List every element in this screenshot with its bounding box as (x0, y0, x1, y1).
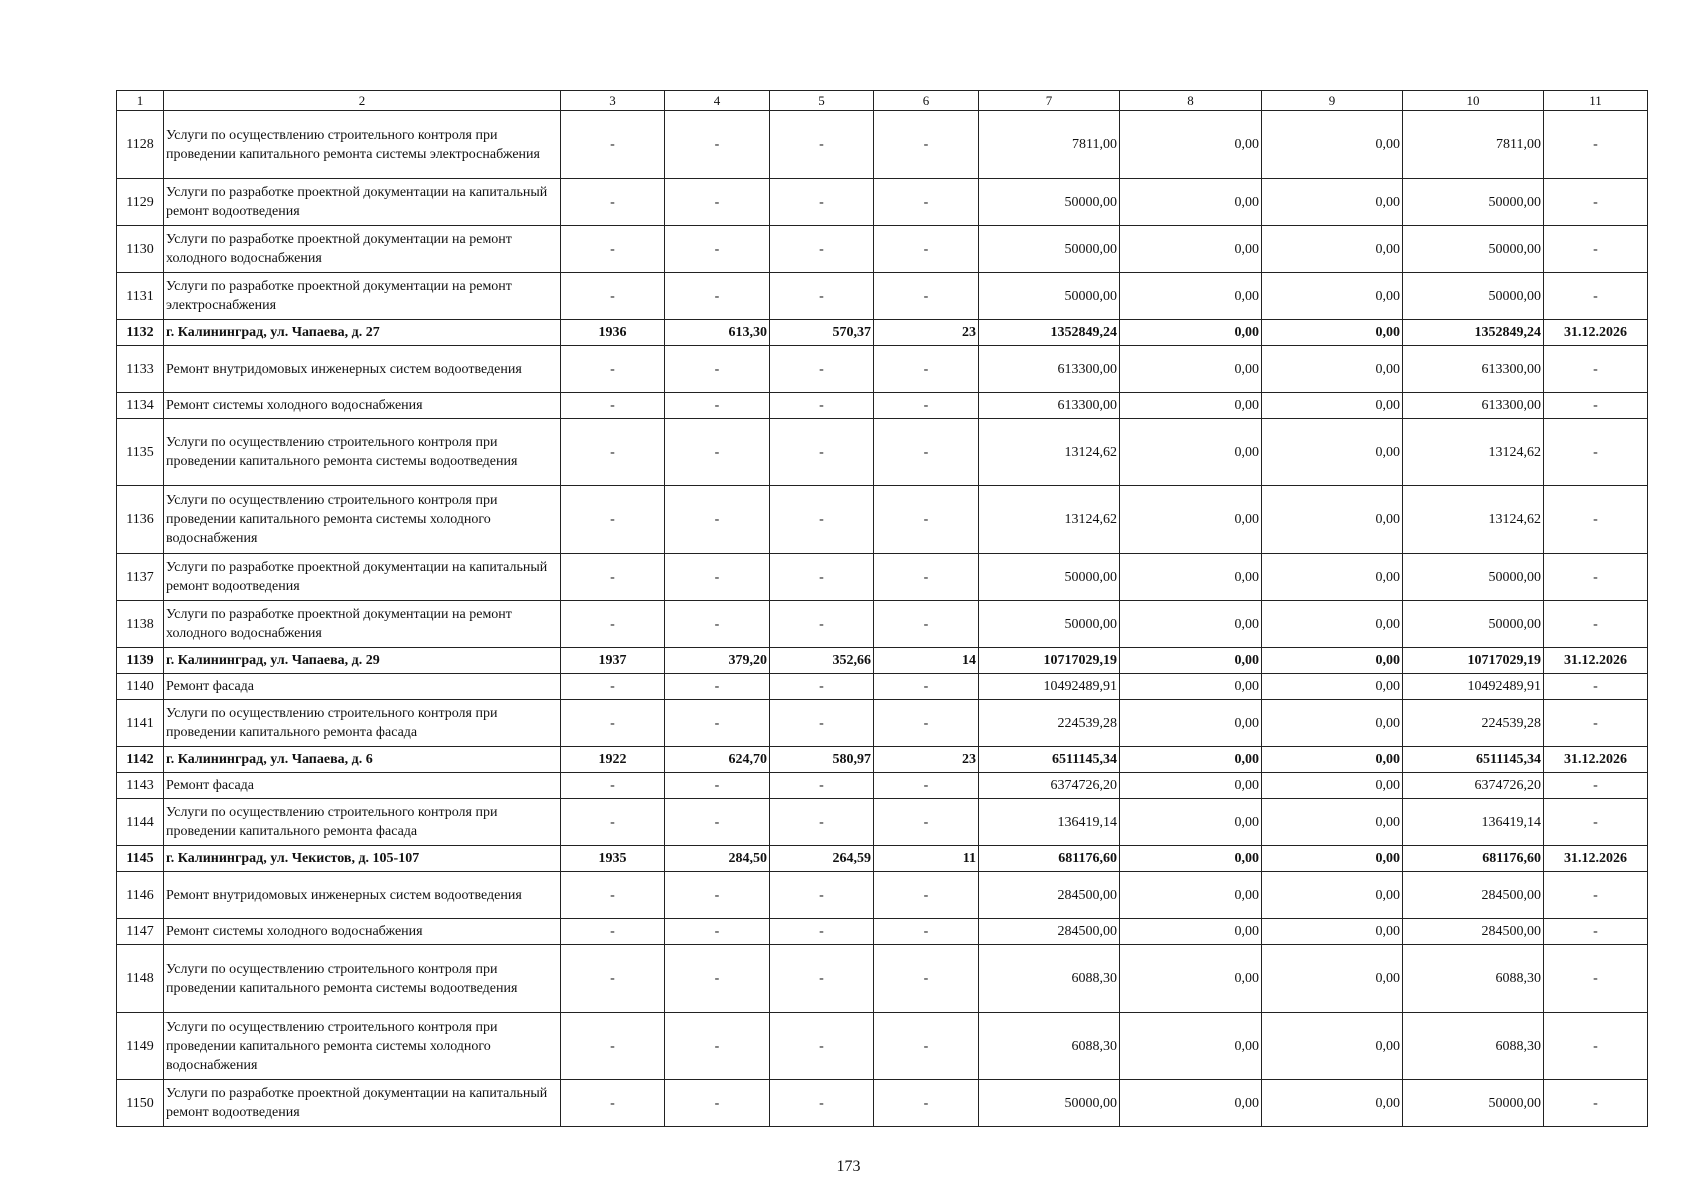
cell-row-number: 1135 (117, 419, 164, 486)
cell-year: 1937 (561, 648, 665, 674)
cell-cost-fund: 0,00 (1120, 846, 1262, 872)
address-row (117, 747, 1648, 773)
cell-cost-regional: 1352849,24 (1403, 320, 1544, 346)
cell-cost-total: 13124,62 (979, 419, 1120, 486)
cell-deadline: - (1544, 179, 1648, 226)
work-row (117, 554, 1648, 601)
cell-deadline: - (1544, 273, 1648, 320)
cell-cost-other: 0,00 (1262, 773, 1403, 799)
cell-cost-fund: 0,00 (1120, 393, 1262, 419)
cell-cost-fund: 0,00 (1120, 674, 1262, 700)
cell-area-total: 624,70 (665, 747, 770, 773)
cell-cost-other: 0,00 (1262, 601, 1403, 648)
cell-year: - (561, 799, 665, 846)
cell-year: - (561, 419, 665, 486)
cell-residents: - (874, 1080, 979, 1127)
cell-description: Услуги по разработке проектной документации на капитальный ремонт водоотведения (164, 554, 561, 601)
column-number-4: 4 (665, 91, 770, 111)
cell-area-living: - (770, 111, 874, 179)
cell-deadline: - (1544, 1080, 1648, 1127)
cell-residents: - (874, 393, 979, 419)
cell-area-total: - (665, 700, 770, 747)
cell-year: - (561, 700, 665, 747)
cell-residents: - (874, 799, 979, 846)
work-row (117, 601, 1648, 648)
cell-residents: 23 (874, 320, 979, 346)
cell-row-number: 1150 (117, 1080, 164, 1127)
cell-area-total: - (665, 346, 770, 393)
cell-area-living: - (770, 872, 874, 919)
cell-cost-fund: 0,00 (1120, 700, 1262, 747)
cell-residents: - (874, 346, 979, 393)
cell-deadline: - (1544, 393, 1648, 419)
cell-description: Услуги по осуществлению строительного контроля при проведении капитального ремонта системы электроснабжения (164, 111, 561, 179)
table-body (117, 91, 1648, 1127)
cell-area-total: - (665, 554, 770, 601)
work-row (117, 419, 1648, 486)
address-row (117, 846, 1648, 872)
work-row (117, 111, 1648, 179)
cell-cost-total: 50000,00 (979, 554, 1120, 601)
cell-cost-total: 7811,00 (979, 111, 1120, 179)
cell-area-total: - (665, 1013, 770, 1080)
cell-description: Ремонт внутридомовых инженерных систем водоотведения (164, 872, 561, 919)
cell-year: - (561, 1013, 665, 1080)
cell-residents: - (874, 226, 979, 273)
cell-cost-total: 6088,30 (979, 945, 1120, 1013)
cell-deadline: - (1544, 674, 1648, 700)
cell-deadline: - (1544, 773, 1648, 799)
cell-residents: - (874, 945, 979, 1013)
work-row (117, 273, 1648, 320)
cell-cost-fund: 0,00 (1120, 919, 1262, 945)
cell-cost-regional: 50000,00 (1403, 601, 1544, 648)
cell-residents: - (874, 872, 979, 919)
register-table (116, 90, 1648, 1127)
column-number-11: 11 (1544, 91, 1648, 111)
cell-deadline: 31.12.2026 (1544, 747, 1648, 773)
cell-description: Ремонт системы холодного водоснабжения (164, 393, 561, 419)
cell-cost-other: 0,00 (1262, 872, 1403, 919)
cell-row-number: 1139 (117, 648, 164, 674)
cell-year: - (561, 486, 665, 554)
cell-cost-regional: 13124,62 (1403, 486, 1544, 554)
cell-residents: - (874, 700, 979, 747)
cell-cost-total: 1352849,24 (979, 320, 1120, 346)
cell-area-living: 580,97 (770, 747, 874, 773)
column-number-8: 8 (1120, 91, 1262, 111)
cell-cost-regional: 6374726,20 (1403, 773, 1544, 799)
cell-area-living: - (770, 419, 874, 486)
cell-description: Услуги по разработке проектной документации на ремонт электроснабжения (164, 273, 561, 320)
cell-row-number: 1137 (117, 554, 164, 601)
cell-residents: - (874, 419, 979, 486)
cell-cost-total: 681176,60 (979, 846, 1120, 872)
cell-area-living: 264,59 (770, 846, 874, 872)
cell-residents: - (874, 1013, 979, 1080)
cell-row-number: 1136 (117, 486, 164, 554)
cell-area-living: - (770, 799, 874, 846)
cell-year: 1922 (561, 747, 665, 773)
column-number-1: 1 (117, 91, 164, 111)
cell-cost-fund: 0,00 (1120, 1080, 1262, 1127)
cell-area-total: - (665, 601, 770, 648)
cell-area-living: - (770, 1080, 874, 1127)
cell-residents: - (874, 273, 979, 320)
cell-residents: - (874, 601, 979, 648)
cell-cost-other: 0,00 (1262, 419, 1403, 486)
cell-cost-total: 284500,00 (979, 872, 1120, 919)
cell-description: г. Калининград, ул. Чапаева, д. 29 (164, 648, 561, 674)
cell-description: Услуги по разработке проектной документации на капитальный ремонт водоотведения (164, 1080, 561, 1127)
cell-cost-total: 10717029,19 (979, 648, 1120, 674)
cell-description: Ремонт фасада (164, 773, 561, 799)
column-number-row (117, 91, 1648, 111)
cell-deadline: 31.12.2026 (1544, 846, 1648, 872)
cell-cost-other: 0,00 (1262, 1080, 1403, 1127)
work-row (117, 700, 1648, 747)
cell-cost-other: 0,00 (1262, 747, 1403, 773)
cell-area-total: 379,20 (665, 648, 770, 674)
cell-row-number: 1134 (117, 393, 164, 419)
cell-cost-regional: 50000,00 (1403, 554, 1544, 601)
work-row (117, 1080, 1648, 1127)
cell-cost-fund: 0,00 (1120, 872, 1262, 919)
work-row (117, 872, 1648, 919)
cell-cost-fund: 0,00 (1120, 554, 1262, 601)
cell-year: - (561, 111, 665, 179)
cell-year: - (561, 872, 665, 919)
cell-residents: 14 (874, 648, 979, 674)
cell-year: 1936 (561, 320, 665, 346)
cell-year: - (561, 945, 665, 1013)
cell-cost-fund: 0,00 (1120, 945, 1262, 1013)
cell-deadline: - (1544, 486, 1648, 554)
cell-deadline: - (1544, 554, 1648, 601)
cell-cost-regional: 50000,00 (1403, 1080, 1544, 1127)
cell-cost-other: 0,00 (1262, 648, 1403, 674)
work-row (117, 393, 1648, 419)
cell-deadline: - (1544, 601, 1648, 648)
cell-residents: - (874, 111, 979, 179)
cell-residents: - (874, 674, 979, 700)
cell-year: 1935 (561, 846, 665, 872)
cell-cost-total: 10492489,91 (979, 674, 1120, 700)
cell-area-living: - (770, 601, 874, 648)
cell-year: - (561, 601, 665, 648)
cell-description: Услуги по разработке проектной документации на ремонт холодного водоснабжения (164, 226, 561, 273)
cell-cost-other: 0,00 (1262, 1013, 1403, 1080)
cell-cost-total: 613300,00 (979, 346, 1120, 393)
cell-cost-regional: 6088,30 (1403, 945, 1544, 1013)
cell-cost-total: 6511145,34 (979, 747, 1120, 773)
cell-row-number: 1149 (117, 1013, 164, 1080)
cell-area-total: - (665, 273, 770, 320)
cell-cost-fund: 0,00 (1120, 648, 1262, 674)
cell-area-total: - (665, 486, 770, 554)
work-row (117, 1013, 1648, 1080)
column-number-6: 6 (874, 91, 979, 111)
cell-residents: - (874, 179, 979, 226)
cell-area-total: - (665, 945, 770, 1013)
cell-deadline: - (1544, 419, 1648, 486)
column-number-2: 2 (164, 91, 561, 111)
column-number-5: 5 (770, 91, 874, 111)
cell-year: - (561, 179, 665, 226)
column-number-7: 7 (979, 91, 1120, 111)
cell-cost-total: 50000,00 (979, 1080, 1120, 1127)
cell-area-living: - (770, 273, 874, 320)
cell-cost-other: 0,00 (1262, 919, 1403, 945)
cell-cost-other: 0,00 (1262, 799, 1403, 846)
cell-row-number: 1129 (117, 179, 164, 226)
cell-cost-other: 0,00 (1262, 111, 1403, 179)
cell-cost-other: 0,00 (1262, 320, 1403, 346)
work-row (117, 674, 1648, 700)
cell-area-living: - (770, 919, 874, 945)
cell-cost-other: 0,00 (1262, 700, 1403, 747)
work-row (117, 773, 1648, 799)
cell-year: - (561, 346, 665, 393)
cell-deadline: - (1544, 226, 1648, 273)
cell-row-number: 1146 (117, 872, 164, 919)
cell-area-living: - (770, 346, 874, 393)
cell-year: - (561, 1080, 665, 1127)
cell-area-total: - (665, 111, 770, 179)
work-row (117, 799, 1648, 846)
cell-cost-total: 50000,00 (979, 273, 1120, 320)
cell-deadline: - (1544, 919, 1648, 945)
cell-area-total: - (665, 773, 770, 799)
cell-area-living: - (770, 945, 874, 1013)
cell-row-number: 1143 (117, 773, 164, 799)
cell-area-total: 613,30 (665, 320, 770, 346)
cell-cost-regional: 284500,00 (1403, 872, 1544, 919)
cell-row-number: 1131 (117, 273, 164, 320)
cell-row-number: 1138 (117, 601, 164, 648)
cell-cost-fund: 0,00 (1120, 419, 1262, 486)
cell-cost-fund: 0,00 (1120, 111, 1262, 179)
cell-cost-other: 0,00 (1262, 486, 1403, 554)
cell-description: Ремонт фасада (164, 674, 561, 700)
cell-cost-regional: 10492489,91 (1403, 674, 1544, 700)
cell-description: Услуги по осуществлению строительного контроля при проведении капитального ремонта системы холодного водоснабжения (164, 1013, 561, 1080)
cell-description: г. Калининград, ул. Чапаева, д. 27 (164, 320, 561, 346)
cell-description: Услуги по осуществлению строительного контроля при проведении капитального ремонта системы водоотведения (164, 419, 561, 486)
cell-cost-other: 0,00 (1262, 226, 1403, 273)
cell-description: г. Калининград, ул. Чекистов, д. 105-107 (164, 846, 561, 872)
cell-residents: 11 (874, 846, 979, 872)
cell-area-total: 284,50 (665, 846, 770, 872)
cell-area-living: 570,37 (770, 320, 874, 346)
cell-row-number: 1141 (117, 700, 164, 747)
cell-residents: - (874, 554, 979, 601)
cell-description: Ремонт внутридомовых инженерных систем водоотведения (164, 346, 561, 393)
cell-cost-fund: 0,00 (1120, 486, 1262, 554)
cell-cost-regional: 284500,00 (1403, 919, 1544, 945)
cell-row-number: 1142 (117, 747, 164, 773)
cell-area-total: - (665, 179, 770, 226)
cell-area-living: - (770, 179, 874, 226)
cell-description: Услуги по осуществлению строительного контроля при проведении капитального ремонта системы холодного водоснабжения (164, 486, 561, 554)
cell-area-total: - (665, 419, 770, 486)
cell-area-living: - (770, 226, 874, 273)
cell-cost-total: 13124,62 (979, 486, 1120, 554)
cell-row-number: 1140 (117, 674, 164, 700)
cell-area-total: - (665, 872, 770, 919)
cell-area-living: - (770, 773, 874, 799)
cell-cost-fund: 0,00 (1120, 799, 1262, 846)
cell-cost-fund: 0,00 (1120, 747, 1262, 773)
cell-row-number: 1132 (117, 320, 164, 346)
cell-area-total: - (665, 919, 770, 945)
cell-deadline: - (1544, 111, 1648, 179)
cell-cost-fund: 0,00 (1120, 226, 1262, 273)
cell-year: - (561, 773, 665, 799)
cell-area-living: - (770, 1013, 874, 1080)
cell-description: Услуги по осуществлению строительного контроля при проведении капитального ремонта системы водоотведения (164, 945, 561, 1013)
cell-row-number: 1128 (117, 111, 164, 179)
address-row (117, 320, 1648, 346)
cell-cost-total: 50000,00 (979, 226, 1120, 273)
work-row (117, 179, 1648, 226)
cell-cost-other: 0,00 (1262, 273, 1403, 320)
cell-row-number: 1147 (117, 919, 164, 945)
cell-residents: 23 (874, 747, 979, 773)
cell-area-total: - (665, 1080, 770, 1127)
cell-year: - (561, 226, 665, 273)
cell-cost-total: 136419,14 (979, 799, 1120, 846)
column-number-3: 3 (561, 91, 665, 111)
cell-area-living: - (770, 700, 874, 747)
cell-area-living: - (770, 393, 874, 419)
work-row (117, 346, 1648, 393)
cell-row-number: 1130 (117, 226, 164, 273)
cell-cost-regional: 224539,28 (1403, 700, 1544, 747)
cell-cost-total: 50000,00 (979, 179, 1120, 226)
cell-cost-regional: 613300,00 (1403, 346, 1544, 393)
column-number-9: 9 (1262, 91, 1403, 111)
cell-cost-other: 0,00 (1262, 346, 1403, 393)
page-number: 173 (836, 1158, 861, 1175)
cell-area-total: - (665, 674, 770, 700)
cell-row-number: 1133 (117, 346, 164, 393)
cell-year: - (561, 554, 665, 601)
cell-area-living: - (770, 674, 874, 700)
cell-description: г. Калининград, ул. Чапаева, д. 6 (164, 747, 561, 773)
cell-cost-regional: 613300,00 (1403, 393, 1544, 419)
column-number-10: 10 (1403, 91, 1544, 111)
cell-description: Услуги по разработке проектной документации на капитальный ремонт водоотведения (164, 179, 561, 226)
work-row (117, 486, 1648, 554)
cell-cost-fund: 0,00 (1120, 320, 1262, 346)
cell-area-total: - (665, 226, 770, 273)
cell-deadline: - (1544, 872, 1648, 919)
cell-row-number: 1145 (117, 846, 164, 872)
cell-year: - (561, 674, 665, 700)
cell-year: - (561, 919, 665, 945)
work-row (117, 226, 1648, 273)
cell-deadline: - (1544, 1013, 1648, 1080)
cell-area-living: - (770, 486, 874, 554)
address-row (117, 648, 1648, 674)
cell-cost-regional: 681176,60 (1403, 846, 1544, 872)
cell-cost-total: 613300,00 (979, 393, 1120, 419)
cell-cost-regional: 6088,30 (1403, 1013, 1544, 1080)
cell-cost-other: 0,00 (1262, 179, 1403, 226)
cell-deadline: - (1544, 945, 1648, 1013)
cell-deadline: - (1544, 700, 1648, 747)
cell-cost-fund: 0,00 (1120, 346, 1262, 393)
cell-cost-regional: 10717029,19 (1403, 648, 1544, 674)
cell-description: Услуги по разработке проектной документации на ремонт холодного водоснабжения (164, 601, 561, 648)
cell-cost-regional: 13124,62 (1403, 419, 1544, 486)
work-row (117, 919, 1648, 945)
cell-description: Услуги по осуществлению строительного контроля при проведении капитального ремонта фасада (164, 799, 561, 846)
cell-cost-other: 0,00 (1262, 674, 1403, 700)
cell-residents: - (874, 486, 979, 554)
cell-cost-total: 50000,00 (979, 601, 1120, 648)
cell-cost-other: 0,00 (1262, 554, 1403, 601)
cell-deadline: - (1544, 799, 1648, 846)
cell-cost-other: 0,00 (1262, 846, 1403, 872)
work-row (117, 945, 1648, 1013)
cell-row-number: 1144 (117, 799, 164, 846)
cell-cost-regional: 136419,14 (1403, 799, 1544, 846)
cell-cost-fund: 0,00 (1120, 773, 1262, 799)
cell-cost-total: 284500,00 (979, 919, 1120, 945)
cell-description: Ремонт системы холодного водоснабжения (164, 919, 561, 945)
cell-cost-other: 0,00 (1262, 393, 1403, 419)
cell-area-total: - (665, 393, 770, 419)
cell-cost-total: 6088,30 (979, 1013, 1120, 1080)
cell-area-total: - (665, 799, 770, 846)
cell-row-number: 1148 (117, 945, 164, 1013)
cell-deadline: - (1544, 346, 1648, 393)
cell-cost-total: 6374726,20 (979, 773, 1120, 799)
cell-year: - (561, 273, 665, 320)
cell-cost-fund: 0,00 (1120, 273, 1262, 320)
cell-cost-fund: 0,00 (1120, 1013, 1262, 1080)
cell-cost-other: 0,00 (1262, 945, 1403, 1013)
cell-cost-regional: 50000,00 (1403, 179, 1544, 226)
cell-deadline: 31.12.2026 (1544, 648, 1648, 674)
cell-cost-regional: 7811,00 (1403, 111, 1544, 179)
cell-residents: - (874, 773, 979, 799)
cell-cost-fund: 0,00 (1120, 179, 1262, 226)
cell-year: - (561, 393, 665, 419)
cell-area-living: - (770, 554, 874, 601)
cell-area-living: 352,66 (770, 648, 874, 674)
cell-description: Услуги по осуществлению строительного контроля при проведении капитального ремонта фасада (164, 700, 561, 747)
cell-cost-regional: 6511145,34 (1403, 747, 1544, 773)
cell-cost-regional: 50000,00 (1403, 273, 1544, 320)
cell-cost-regional: 50000,00 (1403, 226, 1544, 273)
cell-deadline: 31.12.2026 (1544, 320, 1648, 346)
cell-residents: - (874, 919, 979, 945)
cell-cost-total: 224539,28 (979, 700, 1120, 747)
cell-cost-fund: 0,00 (1120, 601, 1262, 648)
